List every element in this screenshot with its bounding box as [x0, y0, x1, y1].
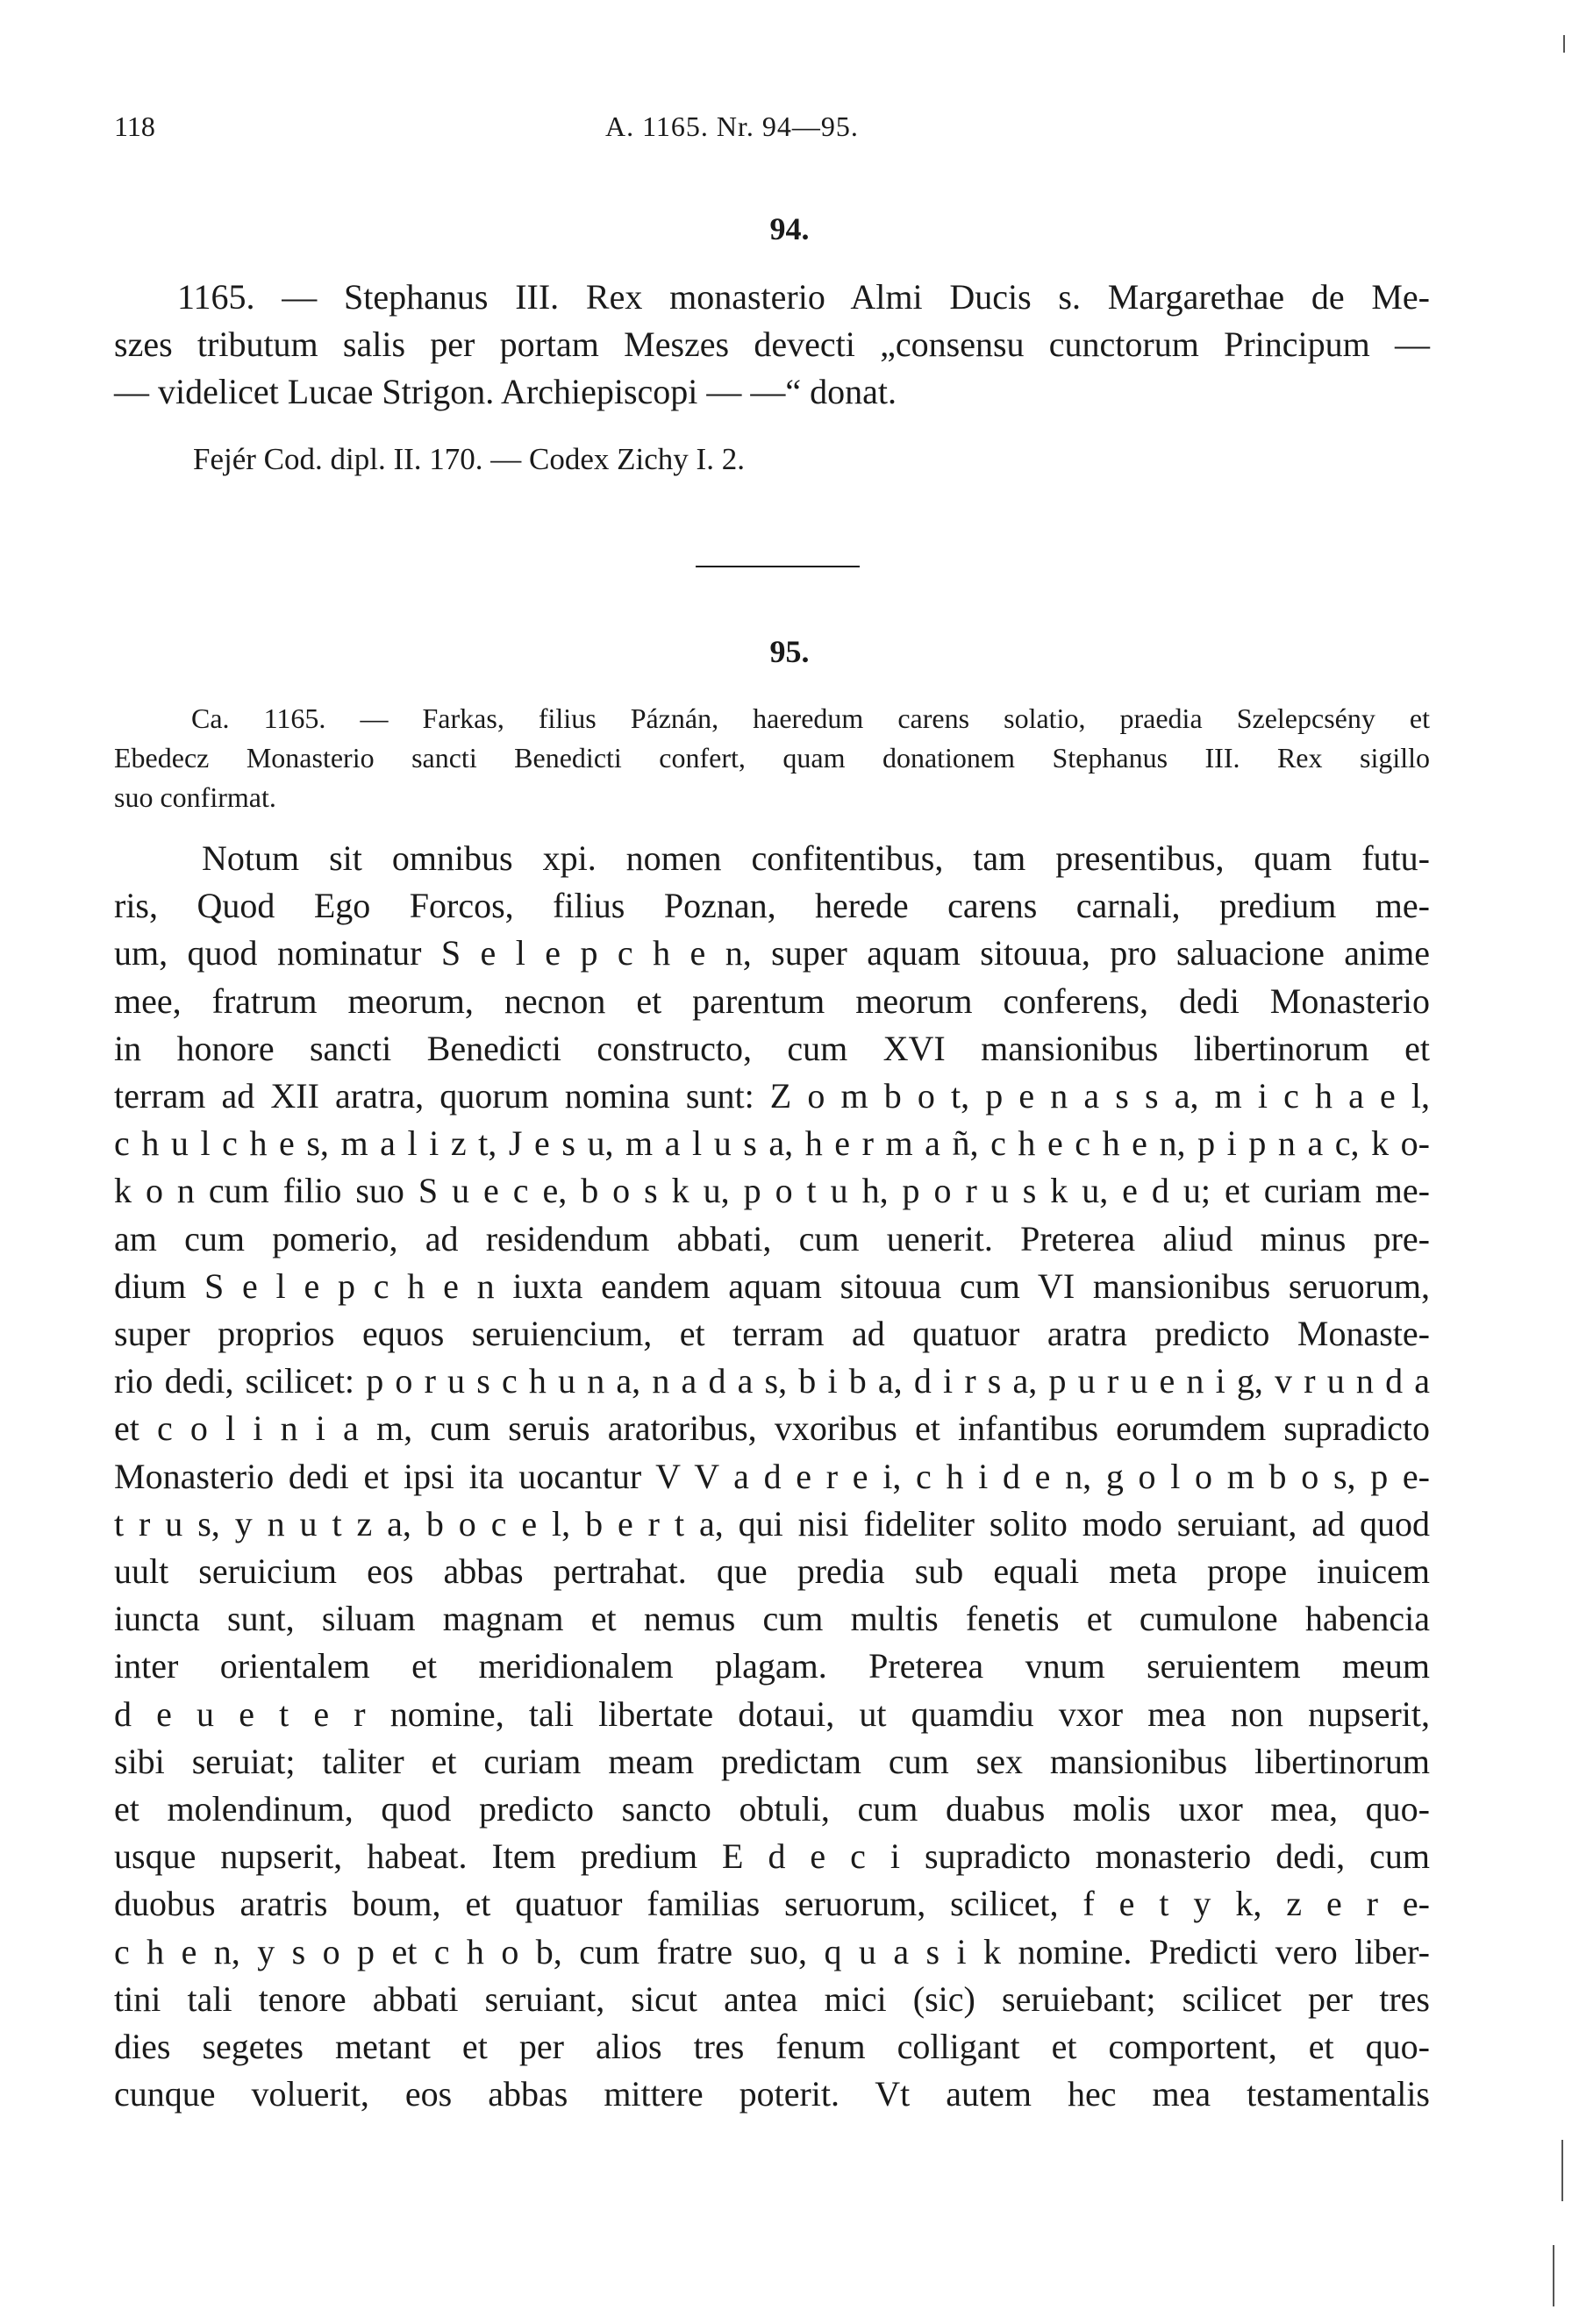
text-line: sibi seruiat; taliter et curiam meam predictam cum sex mansionibus libertinorum: [114, 1741, 1430, 1781]
text-line: d e u e t e r nomine, tali libertate dotaui, ut quamdiu vxor mea non nupserit,: [114, 1693, 1430, 1734]
text-line: cunque voluerit, eos abbas mittere poterit. Vt autem hec mea testamentalis: [114, 2074, 1430, 2114]
text-line: Notum sit omnibus xpi. nomen confitentibus, tam presentibus, quam futu-: [202, 838, 1430, 878]
charter-text-95: [114, 835, 1430, 2118]
text-line: dium S e l e p c h e n iuxta eandem aquam sitouua cum VI mansionibus seruorum,: [114, 1265, 1430, 1306]
regest-95: [114, 699, 1430, 817]
text-line: terram ad XII aratra, quorum nomina sunt: Z o m b o t, p e n a s s a, m i c h a e l,: [114, 1076, 1430, 1116]
text-line: t r u s, y n u t z a, b o c e l, b e r t a, qui nisi fideliter solito modo seruiant, ad quod: [114, 1503, 1430, 1543]
source-citation-94: Fejér Cod. dipl. II. 170. — Codex Zichy I. 2.: [193, 442, 745, 476]
document-number-94: 94.: [769, 211, 810, 246]
document-number-95: 95.: [769, 634, 810, 669]
text-line: et molendinum, quod predicto sancto obtuli, cum duabus molis uxor mea, quo-: [114, 1789, 1430, 1829]
text-line: am cum pomerio, ad residendum abbati, cum uenerit. Preterea aliud minus pre-: [114, 1218, 1430, 1258]
scan-edge-mark: [1561, 2140, 1563, 2201]
regest-line: szes tributum salis per portam Meszes devecti „consensu cunctorum Principum —: [114, 324, 1430, 364]
regest-line: — videlicet Lucae Strigon. Archiepiscopi — —“ donat.: [114, 372, 897, 411]
text-line: iuncta sunt, siluam magnam et nemus cum multis fenetis et cumulone habencia: [114, 1599, 1430, 1639]
regest-line: Ca. 1165. — Farkas, filius Páznán, haeredum carens solatio, praedia Szelepcsény et: [191, 702, 1430, 734]
text-line: tini tali tenore abbati seruiant, sicut antea mici (sic) seruiebant; scilicet per tres: [114, 1978, 1430, 2019]
text-line: et c o l i n i a m, cum seruis aratoribus, vxoribus et infantibus eorumdem supradicto: [114, 1408, 1430, 1449]
text-line: usque nupserit, habeat. Item predium E d e c i supradicto monasterio dedi, cum: [114, 1836, 1430, 1877]
regest-line: Ebedecz Monasterio sancti Benedicti confert, quam donationem Stephanus III. Rex sigillo: [114, 742, 1430, 773]
page-number: 118: [114, 110, 155, 142]
regest-line: suo confirmat.: [114, 781, 276, 813]
text-line: k o n cum filio suo S u e c e, b o s k u, p o t u h, p o r u s k u, e d u; et curiam me-: [114, 1171, 1430, 1211]
text-line: um, quod nominatur S e l e p c h e n, super aquam sitouua, pro saluacione anime: [114, 933, 1430, 973]
running-title: A. 1165. Nr. 94—95.: [605, 110, 859, 142]
text-line: Monasterio dedi et ipsi ita uocantur V V a d e r e i, c h i d e n, g o l o m b o s, p e-: [114, 1456, 1430, 1496]
text-line: rio dedi, scilicet: p o r u s c h u n a, n a d a s, b i b a, d i r s a, p u r u e n i g, v r u n d a: [114, 1361, 1430, 1401]
text-line: uult seruicium eos abbas pertrahat. que predia sub equali meta prope inuicem: [114, 1551, 1430, 1592]
text-line: duobus aratris boum, et quatuor familias seruorum, scilicet, f e t y k, z e r e-: [114, 1884, 1430, 1924]
scan-edge-mark: [1553, 2245, 1554, 2306]
text-line: super proprios equos seruiencium, et terram ad quatuor aratra predicto Monaste-: [114, 1314, 1430, 1354]
regest-94: [114, 274, 1430, 416]
text-line: c h e n, y s o p et c h o b, cum fratre suo, q u a s i k nomine. Predicti vero liber-: [114, 1931, 1430, 1971]
text-line: ris, Quod Ego Forcos, filius Poznan, herede carens carnali, predium me-: [114, 886, 1430, 926]
regest-line: 1165. — Stephanus III. Rex monasterio Almi Ducis s. Margarethae de Me-: [177, 277, 1430, 317]
text-line: c h u l c h e s, m a l i z t, J e s u, m a l u s a, h e r m a ñ, c h e c h e n, p i p n a c, k o-: [114, 1123, 1430, 1164]
text-line: in honore sancti Benedicti constructo, cum XVI mansionibus libertinorum et: [114, 1028, 1430, 1068]
scan-edge-mark: [1563, 35, 1565, 53]
section-divider: [696, 566, 860, 567]
text-line: inter orientalem et meridionalem plagam. Preterea vnum seruientem meum: [114, 1646, 1430, 1686]
text-line: mee, fratrum meorum, necnon et parentum meorum conferens, dedi Monasterio: [114, 980, 1430, 1021]
running-head: [114, 110, 1430, 149]
text-line: dies segetes metant et per alios tres fenum colligant et comportent, et quo-: [114, 2027, 1430, 2067]
